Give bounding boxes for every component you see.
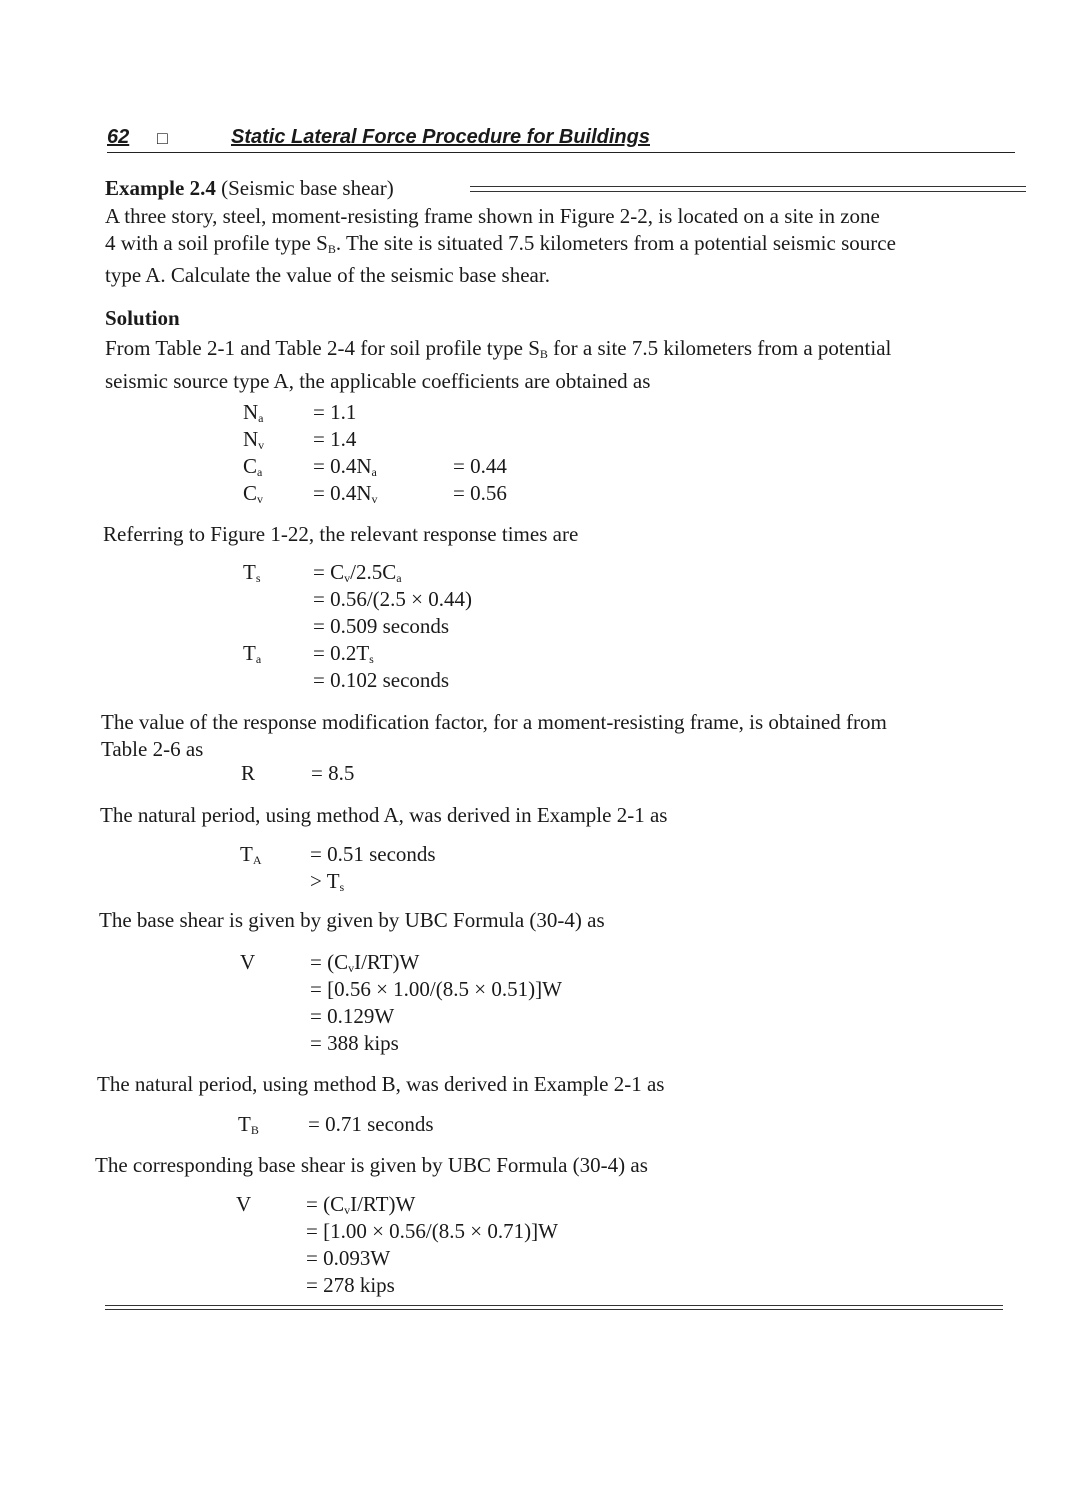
title-rule: [470, 186, 1026, 192]
problem-line: A three story, steel, moment-resisting frame shown in Figure 2-2, is located on a site in zone: [105, 204, 880, 228]
problem-line: type A. Calculate the value of the seismic base shear.: [105, 263, 550, 287]
page-number: 62: [107, 126, 130, 148]
example-label: Example 2.4: [105, 176, 216, 200]
method-b-intro: The natural period, using method B, was derived in Example 2-1 as: [97, 1072, 665, 1096]
example-title: [105, 176, 394, 201]
solution-heading: Solution: [105, 306, 180, 330]
base-shear-b-intro: The corresponding base shear is given by UBC Formula (30-4) as: [95, 1153, 648, 1177]
intro-line: seismic source type A, the applicable coefficients are obtained as: [105, 368, 651, 393]
base-shear-a-intro: The base shear is given by given by UBC Formula (30-4) as: [99, 908, 605, 932]
problem-statement: [105, 203, 896, 289]
separator-box: □: [157, 128, 168, 148]
problem-line: 4 with a soil profile type $S_B$. The site is situated 7.5 kilometers from a potential seismic source: [105, 230, 896, 256]
example-subtitle: (Seismic base shear): [221, 176, 394, 200]
chapter-title: Static Lateral Force Procedure for Buildings: [231, 126, 650, 148]
solution-intro: [105, 335, 891, 394]
running-header: [107, 124, 1015, 153]
r-intro: The value of the response modification factor, for a moment-resisting frame, is obtained from Table 2-6 as: [101, 710, 887, 761]
method-a-intro: The natural period, using method A, was derived in Example 2-1 as: [100, 803, 668, 827]
closing-rule: [105, 1305, 1003, 1310]
intro-line: From Table 2-1 and Table 2-4 for soil profile type $S_B$ for a site 7.5 kilometers from a potential: [105, 336, 892, 361]
response-intro: Referring to Figure 1-22, the relevant response times are: [103, 522, 579, 546]
